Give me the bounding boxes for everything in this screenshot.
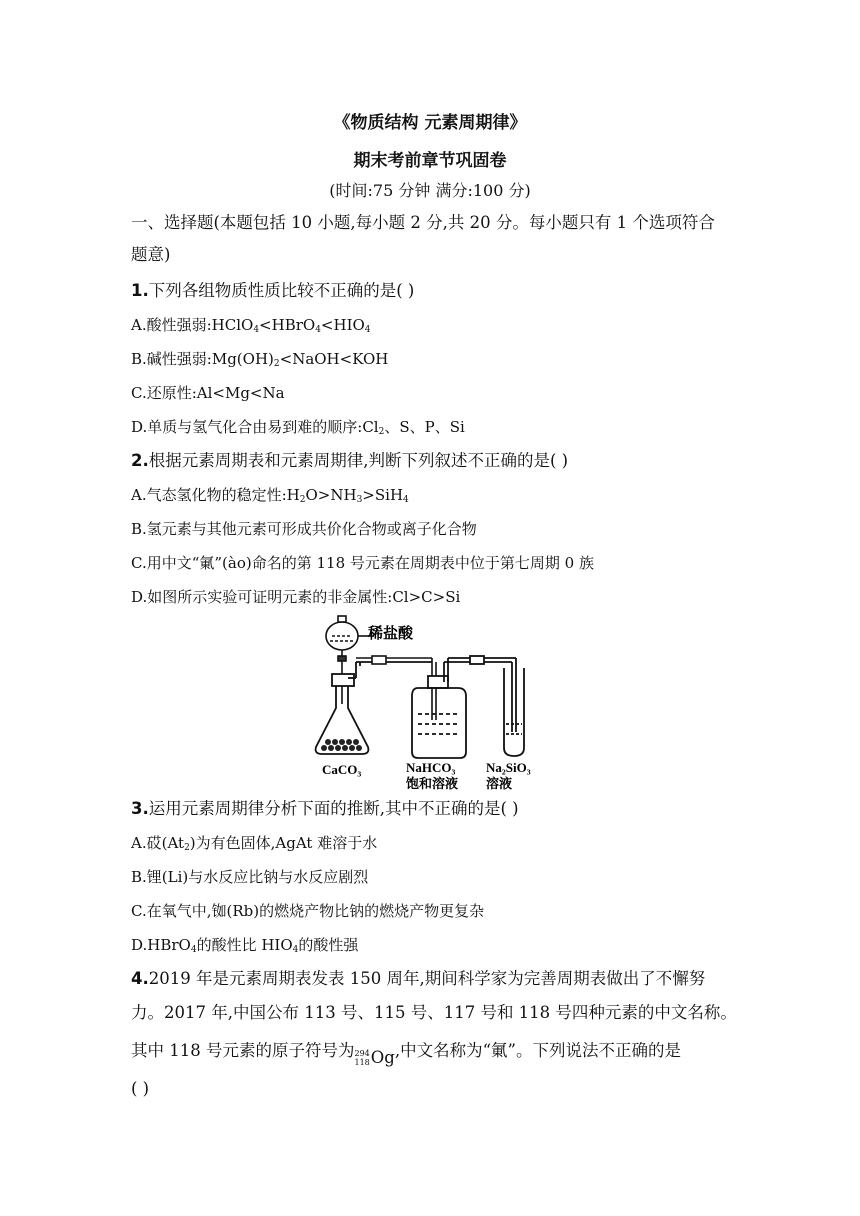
question-number: 4. — [131, 969, 149, 988]
label-solution: 溶液 — [486, 777, 513, 792]
option-text: A.酸性强弱:HClO — [131, 316, 254, 334]
q1-option-c: C.还原性:Al<Mg<Na — [131, 384, 285, 402]
question-number: 1. — [131, 281, 149, 300]
option-text: D.单质与氢气化合由易到难的顺序:Cl — [131, 418, 379, 436]
question-3-stem — [131, 798, 519, 820]
label-saturated-solution: 饱和溶液 — [406, 777, 459, 792]
subscript: 4 — [292, 945, 299, 955]
q1-option-d — [131, 416, 465, 443]
experiment-apparatus-figure — [300, 612, 560, 792]
q2-option-d: D.如图所示实验可证明元素的非金属性:Cl>C>Si — [131, 588, 461, 606]
question-4-line3 — [131, 1040, 681, 1069]
question-4-line1 — [131, 968, 705, 990]
exam-title: 《物质结构 元素周期律》 — [333, 113, 527, 133]
separatory-funnel — [326, 616, 374, 704]
subscript: 2 — [378, 427, 385, 437]
nuclide-symbol — [354, 1047, 394, 1069]
question-number: 2. — [131, 451, 149, 470]
label-dilute-hcl: 稀盐酸 — [368, 624, 414, 642]
option-text: )为有色固体,AgAt 难溶于水 — [189, 834, 378, 852]
q2-option-a — [131, 484, 409, 511]
question-2-stem — [131, 450, 568, 472]
subscript: 4 — [190, 945, 197, 955]
q2-option-c: C.用中文“氭”(ào)命名的第 118 号元素在周期表中位于第七周期 0 族 — [131, 554, 594, 572]
question-text: 其中 118 号元素的原子符号为 — [131, 1041, 355, 1060]
q3-option-a — [131, 832, 377, 859]
option-text: 的酸性比 HIO — [196, 936, 293, 954]
q1-option-b — [131, 348, 388, 375]
question-text: 下列各组物质性质比较不正确的是( ) — [148, 281, 415, 300]
option-text: 、S、P、Si — [384, 418, 465, 436]
question-text: 运用元素周期律分析下面的推断,其中不正确的是( ) — [148, 799, 519, 818]
q3-option-b: B.锂(Li)与水反应比钠与水反应剧烈 — [131, 868, 369, 886]
subscript: 4 — [315, 325, 321, 335]
q3-option-c: C.在氧气中,铷(Rb)的燃烧产物比钠的燃烧产物更复杂 — [131, 902, 485, 920]
mass-number: 294 — [354, 1049, 370, 1058]
test-tube — [504, 668, 524, 756]
question-text: ,中文名称为“氭”。下列说法不正确的是 — [394, 1041, 681, 1060]
question-1-stem — [131, 280, 414, 302]
section-heading-line1: 一、选择题(本题包括 10 小题,每小题 2 分,共 20 分。每小题只有 1 个选项符合 — [131, 213, 715, 232]
subscript: 4 — [403, 495, 409, 505]
q1-option-a — [131, 314, 371, 341]
subscript: 4 — [253, 325, 260, 335]
option-text: 的酸性强 — [298, 936, 359, 954]
exam-subtitle: 期末考前章节巩固卷 — [353, 151, 507, 171]
time-info: (时间:75 分钟 满分:100 分) — [329, 181, 531, 200]
option-text: A.气态氢化物的稳定性:H — [131, 486, 300, 504]
question-text: 2019 年是元素周期表发表 150 周年,期间科学家为完善周期表做出了不懈努 — [148, 969, 706, 988]
label-nahco3: NaHCO₃ — [406, 760, 456, 775]
subscript: 2 — [184, 843, 190, 853]
question-4-line4: ( ) — [131, 1079, 150, 1098]
option-text: D.HBrO — [131, 936, 191, 954]
label-caco3: CaCO₃ — [322, 762, 362, 777]
subscript: 3 — [356, 495, 363, 505]
question-text: 根据元素周期表和元素周期律,判断下列叙述不正确的是( ) — [148, 451, 569, 470]
q2-option-b: B.氢元素与其他元素可形成共价化合物或离子化合物 — [131, 520, 477, 538]
question-number: 3. — [131, 799, 149, 818]
option-text: <NaOH<KOH — [279, 350, 389, 368]
option-text: B.碱性强弱:Mg(OH) — [131, 350, 274, 368]
option-text: <HBrO — [259, 316, 316, 334]
section-heading-line2: 题意) — [131, 245, 171, 264]
subscript: 2 — [273, 359, 280, 369]
subscript: 4 — [364, 325, 371, 335]
label-na2sio3: Na₂SiO₃ — [486, 760, 531, 775]
option-text: A.砹(At — [131, 834, 185, 852]
q3-option-d — [131, 934, 358, 961]
option-text: O>NH — [305, 486, 357, 504]
question-4-line2: 力。2017 年,中国公布 113 号、115 号、117 号和 118 号四种元素的中文名称。 — [131, 1003, 737, 1022]
option-text: <HIO — [320, 316, 365, 334]
atomic-number: 118 — [354, 1058, 370, 1067]
gas-washing-bottle — [412, 656, 516, 758]
caco3-solid — [321, 739, 362, 751]
element-symbol: Og — [370, 1048, 395, 1067]
option-text: >SiH — [362, 486, 404, 504]
subscript: 2 — [299, 495, 306, 505]
